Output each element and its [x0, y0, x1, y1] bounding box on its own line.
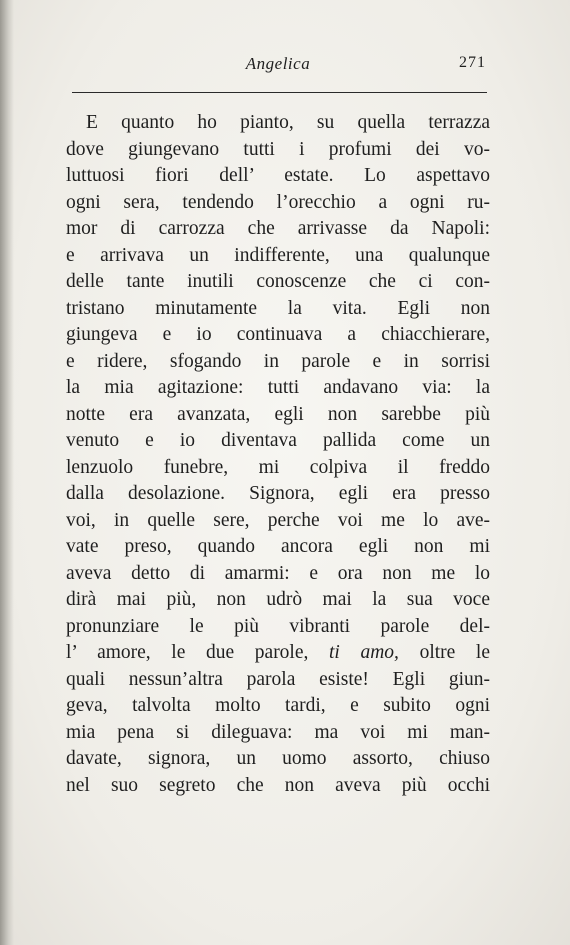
text-line-mixed	[66, 640, 490, 667]
text-line: mor di carrozza che arrivasse da Napoli:	[66, 218, 490, 239]
text-line: vate preso, quando ancora egli non mi	[66, 536, 490, 557]
text-line: E quanto ho pianto, su quella terrazza	[86, 112, 490, 133]
text-line: dove giungevano tutti i profumi dei vo-	[66, 138, 490, 160]
text-line: giungeva e io continuava a chiacchierare,	[66, 324, 490, 345]
text-line: lenzuolo funebre, mi colpiva il freddo	[66, 456, 490, 478]
text-line: quali nessun’altra parola esiste! Egli giun-	[66, 668, 490, 690]
body-text	[66, 110, 490, 799]
page-number: 271	[459, 54, 486, 71]
page-header	[70, 54, 486, 84]
text-line: la mia agitazione: tutti andavano via: la	[66, 377, 490, 398]
header-rule	[72, 92, 487, 93]
text-line: delle tante inutili conoscenze che ci con-	[66, 271, 490, 292]
text-line: pronunziare le più vibranti parole del-	[66, 615, 490, 637]
text-line: mia pena si dileguava: ma voi mi man-	[66, 721, 490, 743]
text-line: venuto e io diventava pallida come un	[66, 430, 490, 451]
text-line: voi, in quelle sere, perche voi me lo ave-	[66, 509, 490, 531]
text-line: davate, signora, un uomo assorto, chiuso	[66, 748, 490, 769]
text-line: tristano minutamente la vita. Egli non	[66, 297, 490, 319]
text-line: nel suo segreto che non aveva più occhi	[66, 774, 490, 796]
text-segment: l’ amore, le due parole,	[66, 642, 330, 663]
running-title: Angelica	[245, 54, 311, 73]
text-line: geva, talvolta molto tardi, e subito ogni	[66, 695, 490, 716]
italic-phrase: ti amo,	[329, 642, 399, 663]
text-line: e ridere, sfogando in parole e in sorrisi	[66, 350, 490, 372]
page-gutter-shadow	[0, 0, 14, 945]
text-segment: oltre le	[398, 642, 490, 663]
text-line: luttuosi fiori dell’ estate. Lo aspettavo	[66, 165, 490, 186]
text-line: dalla desolazione. Signora, egli era presso	[66, 483, 490, 504]
text-line: dirà mai più, non udrò mai la sua voce	[66, 589, 490, 610]
text-line: notte era avanzata, egli non sarebbe più	[66, 403, 490, 425]
text-line: ogni sera, tendendo l’orecchio a ogni ru-	[66, 191, 490, 213]
text-line: aveva detto di amarmi: e ora non me lo	[66, 562, 490, 584]
text-line: e arrivava un indifferente, una qualunque	[66, 244, 490, 266]
